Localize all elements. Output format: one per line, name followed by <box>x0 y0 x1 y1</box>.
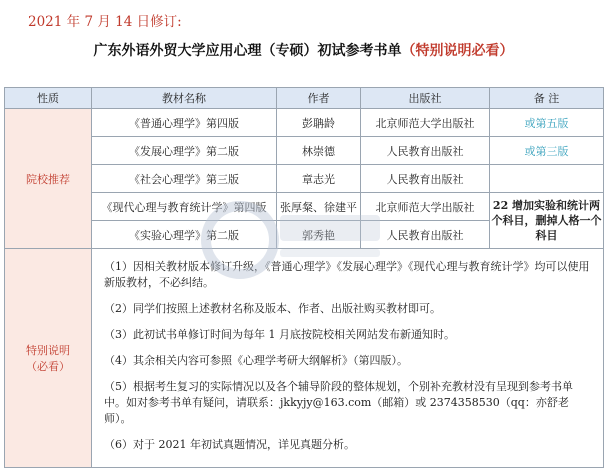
category-cell: 院校推荐 <box>5 109 92 249</box>
note-item: （5）根据考生复习的实际情况以及各个辅导阶段的整体规划，个别补充教材没有呈现到参考书单中。如对参考书单有疑问，请联系：jkkyjy@163.com（邮箱）或 2374358530（qq：亦舒老师）。 <box>104 380 573 425</box>
note-item: （6）对于 2021 年初试真题情况，详见真题分析。 <box>104 438 355 451</box>
book-name: 《实验心理学》第二版 <box>92 221 277 249</box>
revision-date: 2021 年 7 月 14 日修订: <box>28 14 182 30</box>
page-title <box>0 40 607 60</box>
special-label-line1: 特别说明 <box>26 344 70 357</box>
book-author: 林崇德 <box>277 137 361 165</box>
book-remark <box>490 165 604 193</box>
header-book: 教材名称 <box>92 88 277 109</box>
header-author: 作者 <box>277 88 361 109</box>
book-author: 张厚粲、徐建平 <box>277 193 361 221</box>
note-item: （2）同学们按照上述教材名称及版本、作者、出版社购买教材即可。 <box>104 302 441 315</box>
book-publisher: 人民教育出版社 <box>361 165 490 193</box>
special-label <box>5 249 92 468</box>
note-item: （3）此初试书单修订时间为每年 1 月底按院校相关网站发布新通知时。 <box>104 328 455 341</box>
note-item: （1）因相关教材版本修订升级，《普通心理学》《发展心理学》《现代心理与教育统计学》均可以使用新版教材，不必纠结。 <box>104 260 590 289</box>
header-remark: 备 注 <box>490 88 604 109</box>
table-row <box>5 137 604 165</box>
table-row <box>5 165 604 193</box>
booklist-table <box>4 87 604 468</box>
special-notes <box>92 249 604 468</box>
header-publisher: 出版社 <box>361 88 490 109</box>
book-name: 《普通心理学》第四版 <box>92 109 277 137</box>
table-header <box>5 88 604 109</box>
table-row <box>5 193 604 221</box>
book-publisher: 北京师范大学出版社 <box>361 193 490 221</box>
book-author: 彭聃龄 <box>277 109 361 137</box>
book-name: 《现代心理与教育统计学》第四版 <box>92 193 277 221</box>
merged-remark: 22 增加实验和统计两个科目，删掉人格一个科目 <box>490 193 604 249</box>
title-main: 广东外语外贸大学应用心理（专硕）初试参考书单 <box>93 43 402 59</box>
special-label-line2: （必看） <box>26 360 70 373</box>
book-remark: 或第三版 <box>490 137 604 165</box>
book-publisher: 北京师范大学出版社 <box>361 109 490 137</box>
book-author: 郭秀艳 <box>277 221 361 249</box>
note-item: （4）其余相关内容可参照《心理学考研大纲解析》（第四版）。 <box>104 354 408 367</box>
book-name: 《社会心理学》第三版 <box>92 165 277 193</box>
title-note: （特别说明必看） <box>401 43 514 59</box>
book-remark: 或第五版 <box>490 109 604 137</box>
book-name: 《发展心理学》第二版 <box>92 137 277 165</box>
header-nature: 性质 <box>5 88 92 109</box>
table-row <box>5 109 604 137</box>
special-notes-row <box>5 249 604 468</box>
book-author: 章志光 <box>277 165 361 193</box>
book-publisher: 人民教育出版社 <box>361 137 490 165</box>
book-publisher: 人民教育出版社 <box>361 221 490 249</box>
